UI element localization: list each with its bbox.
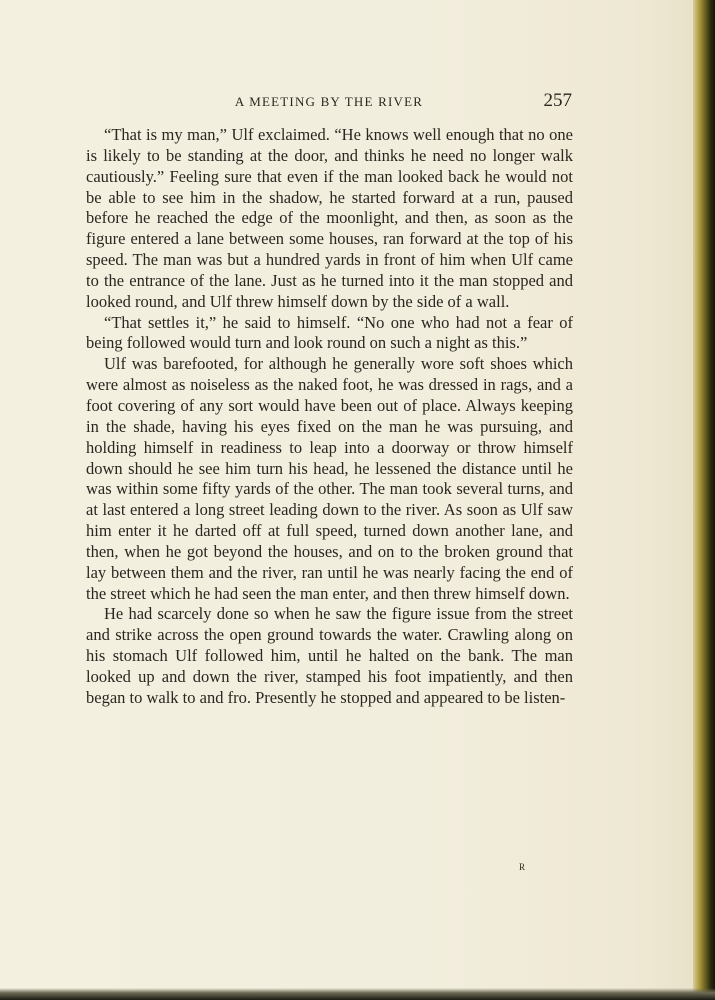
- paragraph-1: “That is my man,” Ulf exclaimed. “He knows well enough that no one is likely to be standing at the door, and thinks he need no longer walk cautiously.” Feeling sure that even if the man looked back he would not be able to see him in the shadow, he started forward at a run, paused before he reached the edge of the moonlight, and then, as soon as the figure entered a lane between some houses, ran forward at the top of his speed. The man was but a hundred yards in front of him when Ulf came to the entrance of the lane. Just as he turned into it the man stopped and looked round, and Ulf threw himself down by the side of a wall.: [86, 125, 573, 311]
- bottom-edge: [0, 988, 715, 1000]
- body-text: [86, 125, 573, 709]
- paragraph-4: He had scarcely done so when he saw the figure issue from the street and strike across the open ground towards the water. Crawling along on his stomach Ulf followed him, until he halted on the bank. The man looked up and down the river, stamped his foot impatiently, and then began to walk to and fro. Presently he stopped and appeared to be listen-: [86, 604, 573, 707]
- page-number: 257: [543, 90, 572, 111]
- signature-mark: R: [519, 862, 526, 872]
- paragraph-2: “That settles it,” he said to himself. “No one who had not a fear of being followed would turn and look round on such a night as this.”: [86, 312, 573, 353]
- running-head: [86, 90, 572, 114]
- page-edge: [693, 0, 715, 1000]
- chapter-title: A MEETING BY THE RIVER: [234, 94, 424, 109]
- paragraph-3: Ulf was barefooted, for although he generally wore soft shoes which were almost as noiseless as the naked foot, he was dressed in rags, and a foot covering of any sort would have been out of place. Always keeping in the shade, having his eyes fixed on the man he was pursuing, and holding himself in readiness to leap into a doorway or throw himself down should he see him turn his head, he lessened the distance until he was within some fifty yards of the other. The man took several turns, and at last entered a long street leading down to the river. As soon as Ulf saw him enter it he darted off at full speed, turned down another lane, and then, when he got beyond the houses, and on to the broken ground that lay between them and the river, ran until he was nearly facing the end of the street which he had seen the man enter, and then threw himself down.: [86, 354, 573, 603]
